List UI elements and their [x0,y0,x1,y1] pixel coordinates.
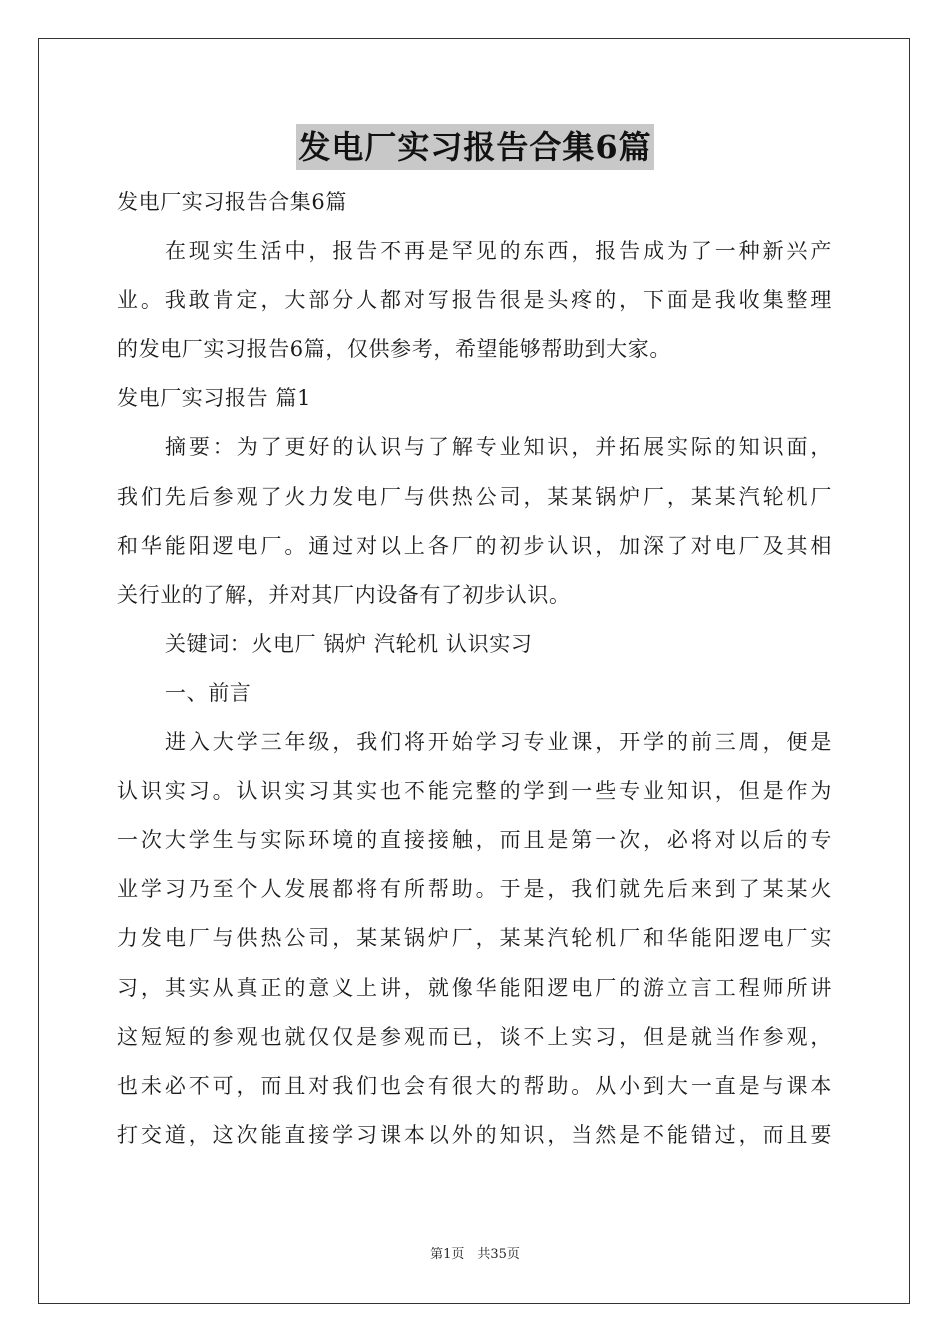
text-line: 我们先后参观了火力发电厂与供热公司，某某锅炉厂，某某汽轮机厂 [117,484,832,509]
text-line: 也未必不可，而且对我们也会有很大的帮助。从小到大一直是与课本 [117,1073,832,1098]
text-line: 关行业的了解，并对其厂内设备有了初步认识。 [117,582,571,607]
text-line: 打交道，这次能直接学习课本以外的知识，当然是不能错过，而且要 [117,1122,832,1147]
text-line: 进入大学三年级，我们将开始学习专业课，开学的前三周，便是 [165,730,832,755]
title-container [0,124,950,170]
text-line: 关键词：火电厂 锅炉 汽轮机 认识实习 [165,631,533,656]
text-line: 一次大学生与实际环境的直接接触，而且是第一次，必将对以后的专 [117,828,832,853]
text-line: 认识实习。认识实习其实也不能完整的学到一些专业知识，但是作为 [117,779,832,804]
document-body [117,178,832,1160]
text-line: 力发电厂与供热公司，某某锅炉厂，某某汽轮机厂和华能阳逻电厂实 [117,926,832,951]
text-line: 和华能阳逻电厂。通过对以上各厂的初步认识，加深了对电厂及其相 [117,533,832,558]
text-line: 发电厂实习报告合集6篇 [117,190,347,214]
text-line: 发电厂实习报告 篇1 [117,386,312,411]
page-footer: 第1页 共35页 [430,1247,520,1262]
text-line: 习，其实从真正的意义上讲，就像华能阳逻电厂的游立言工程师所讲 [117,975,832,1000]
text-line: 这短短的参观也就仅仅是参观而已，谈不上实习，但是就当作参观， [117,1024,832,1049]
document-title: 发电厂实习报告合集6篇 [296,124,653,170]
text-line: 的发电厂实习报告6篇，仅供参考，希望能够帮助到大家。 [117,337,671,362]
text-line: 在现实生活中，报告不再是罕见的东西，报告成为了一种新兴产 [165,239,832,264]
text-line: 一、前言 [165,680,252,705]
text-line: 业学习乃至个人发展都将有所帮助。于是，我们就先后来到了某某火 [117,877,832,902]
text-line: 业。我敢肯定，大部分人都对写报告很是头疼的，下面是我收集整理 [117,288,832,313]
text-line: 摘要：为了更好的认识与了解专业知识，并拓展实际的知识面， [165,435,832,460]
